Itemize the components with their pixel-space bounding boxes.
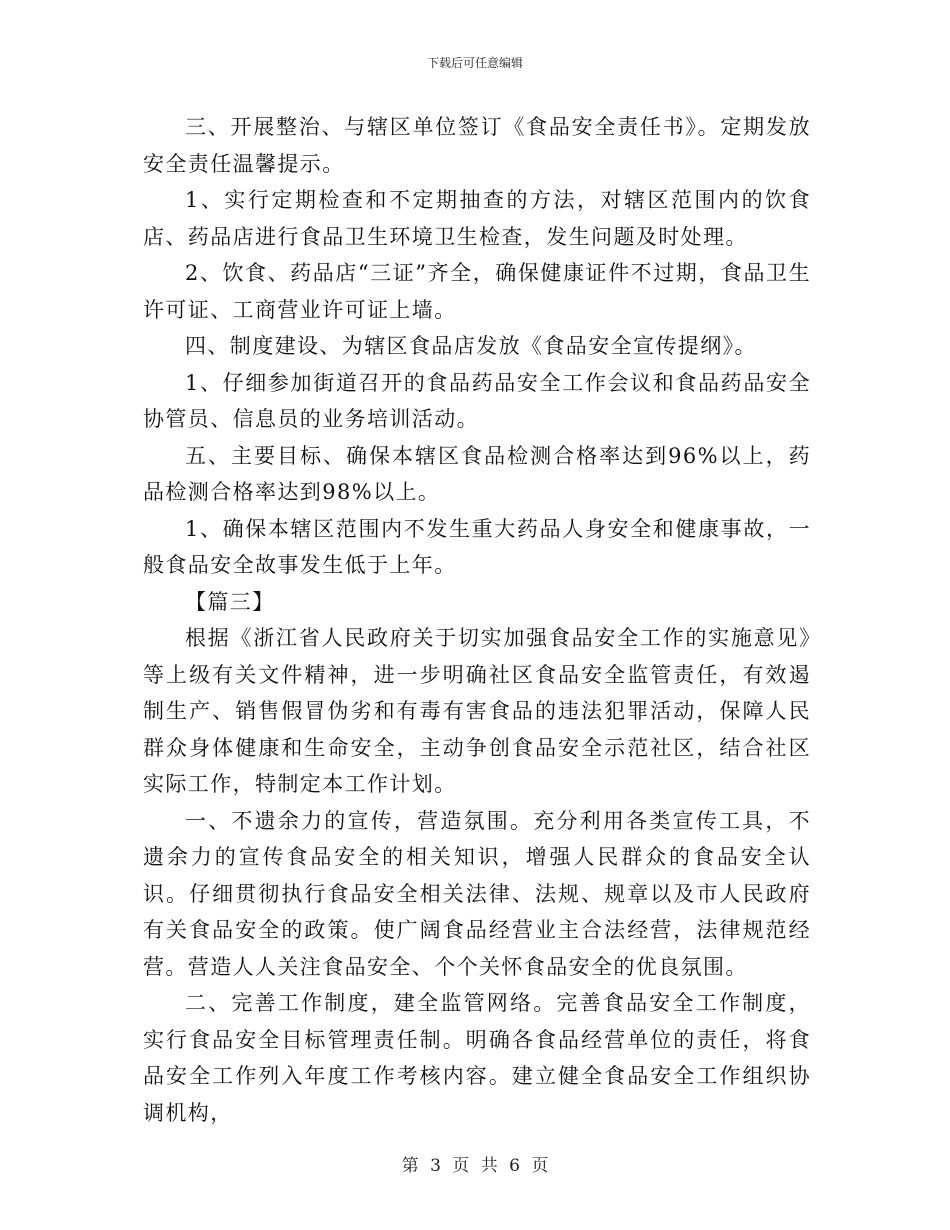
- page-header: 下载后可任意编辑: [426, 56, 523, 70]
- paragraph-item-1-training: 1、仔细参加街道召开的食品药品安全工作会议和食品药品安全协管员、信息员的业务培训活动。: [143, 370, 811, 431]
- paragraph-work-system: 二、完善工作制度，建全监管网络。完善食品安全工作制度，实行食品安全目标管理责任制。明确各食品经营单位的责任，将食品安全工作列入年度工作考核内容。建立健全食品安全工作组织协调机构，: [143, 991, 811, 1125]
- paragraph-item-1-inspection: 1、实行定期检查和不定期抽查的方法，对辖区范围内的饮食店、药品店进行食品卫生环境卫生检查，发生问题及时处理。: [143, 188, 811, 249]
- paragraph-intro: 根据《浙江省人民政府关于切实加强食品安全工作的实施意见》等上级有关文件精神，进一步明确社区食品安全监管责任，有效遏制生产、销售假冒伪劣和有毒有害食品的违法犯罪活动，保障人民群众身体健康和生命安全，主动争创食品安全示范社区，结合社区实际工作，特制定本工作计划。: [143, 626, 811, 796]
- paragraph-item-1-safety: 1、确保本辖区范围内不发生重大药品人身安全和健康事故，一般食品安全故事发生低于上年。: [143, 516, 811, 577]
- paragraph-section-4: 四、制度建设、为辖区食品店发放《食品安全宣传提纲》。: [185, 334, 757, 358]
- paragraph-publicity: 一、不遗余力的宣传，营造氛围。充分利用各类宣传工具，不遗余力的宣传食品安全的相关知识，增强人民群众的食品安全认识。仔细贯彻执行食品安全相关法律、法规、规章以及市人民政府有关食品安全的政策。使广阔食品经营业主合法经营，法律规范经营。营造人人关注食品安全、个个关怀食品安全的优良氛围。: [143, 808, 811, 979]
- page-footer: 第 3 页 共 6 页: [401, 1156, 549, 1176]
- paragraph-item-2-certificates: 2、饮食、药品店“三证”齐全，确保健康证件不过期，食品卫生许可证、工商营业许可证上墙。: [143, 261, 811, 322]
- paragraph-section-3: 三、开展整治、与辖区单位签订《食品安全责任书》。定期发放安全责任温馨提示。: [143, 115, 811, 176]
- section-heading-part-3: 【篇三】: [185, 589, 275, 614]
- paragraph-section-5: 五、主要目标、确保本辖区食品检测合格率达到96%以上，药品检测合格率达到98%以上。: [143, 443, 811, 504]
- document-body: [143, 109, 811, 1131]
